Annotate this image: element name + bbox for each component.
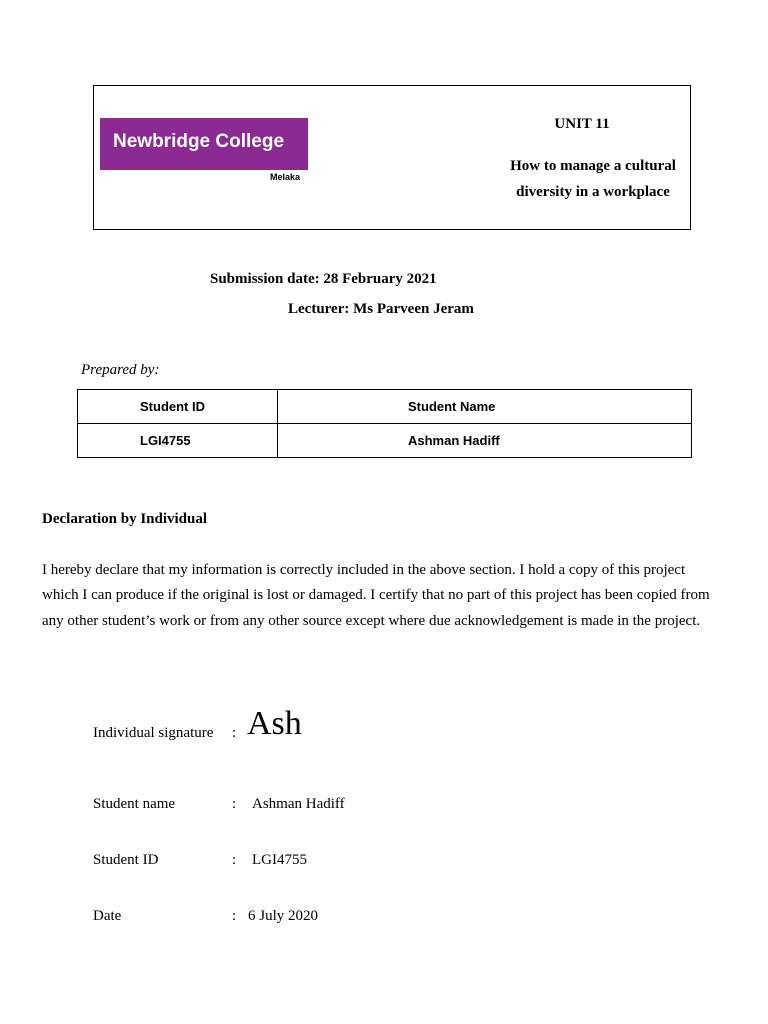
submission-date: Submission date: 28 February 2021 <box>210 271 437 287</box>
signature-label: Individual signature <box>93 725 214 741</box>
date-label: Date <box>93 908 122 924</box>
student-id-label: Student ID <box>93 852 159 868</box>
student-name-value: Ashman Hadiff <box>252 796 345 812</box>
signature-value: Ash <box>247 705 302 742</box>
table-header-row <box>78 390 692 424</box>
table-row <box>78 424 692 458</box>
table-header-cell: Student Name <box>278 390 692 424</box>
table-header-cell: Student ID <box>78 390 278 424</box>
separator: : <box>232 908 237 924</box>
students-table <box>77 389 692 458</box>
separator: : <box>232 852 237 868</box>
logo-name: Newbridge College <box>113 131 285 152</box>
logo-subtitle: Melaka <box>270 172 301 182</box>
college-logo <box>100 118 308 170</box>
student-name-label: Student name <box>93 796 176 812</box>
table-cell: LGI4755 <box>78 424 278 458</box>
lecturer: Lecturer: Ms Parveen Jeram <box>288 301 474 317</box>
declaration-body: I hereby declare that my information is correctly included in the above section. I hold a copy of this project which I can produce if the original is lost or damaged. I certify that no part of this project has been copied from any other student’s work or from any other source except where due acknowledgement is made in the project. <box>42 562 710 629</box>
declaration-heading: Declaration by Individual <box>42 511 208 527</box>
student-id-value: LGI4755 <box>252 852 307 868</box>
table-cell: Ashman Hadiff <box>278 424 692 458</box>
prepared-by-label: Prepared by: <box>81 362 160 378</box>
header-box <box>93 85 691 230</box>
unit-title: UNIT 11 <box>554 116 610 132</box>
separator: : <box>232 796 237 812</box>
separator: : <box>232 725 237 741</box>
unit-subtitle: How to manage a cultural diversity in a workplace <box>510 158 676 200</box>
date-value: 6 July 2020 <box>248 908 319 924</box>
